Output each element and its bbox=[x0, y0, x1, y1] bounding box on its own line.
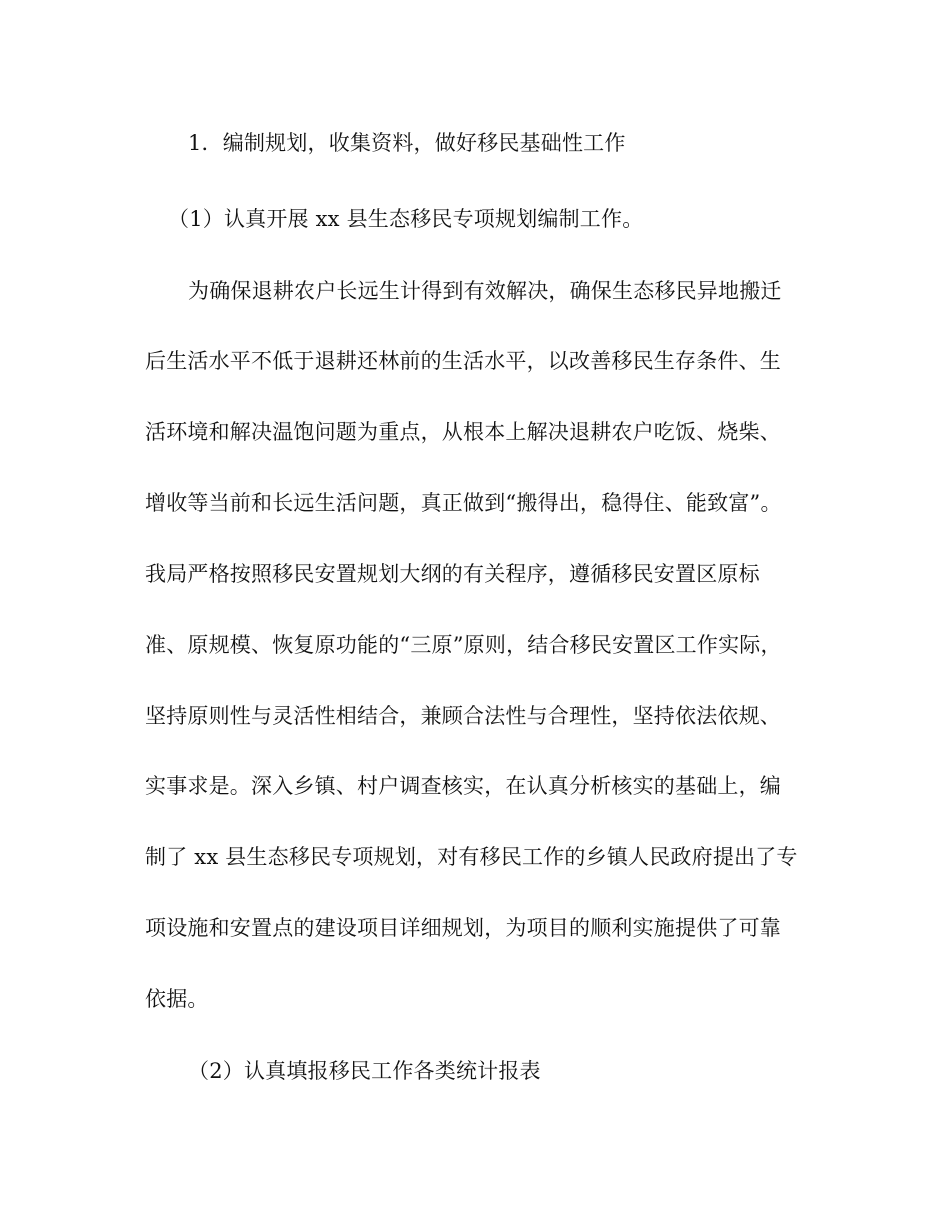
paragraph-line: 后生活水平不低于退耕还林前的生活水平，以改善移民生存条件、生 bbox=[145, 349, 781, 373]
paragraph-line: 为确保退耕农户长远生计得到有效解决，确保生态移民异地搬迁 bbox=[188, 279, 782, 303]
paragraph-line: 制了 xx 县生态移民专项规划，对有移民工作的乡镇人民政府提出了专 bbox=[145, 845, 798, 869]
paragraph-line: 实事求是。深入乡镇、村户调查核实，在认真分析核实的基础上，编 bbox=[145, 774, 781, 798]
paragraph-line: 准、原规模、恢复原功能的“三原”原则，结合移民安置区工作实际， bbox=[145, 633, 782, 657]
section-heading: 1．编制规划，收集资料，做好移民基础性工作 bbox=[188, 131, 626, 155]
paragraph-line: 增收等当前和长远生活问题，真正做到“搬得出，稳得住、能致富”。 bbox=[145, 491, 782, 515]
subsection-heading-1: （1）认真开展 xx 县生态移民专项规划编制工作。 bbox=[168, 207, 644, 231]
paragraph-line: 活环境和解决温饱问题为重点，从根本上解决退耕农户吃饭、烧柴、 bbox=[145, 420, 781, 444]
paragraph-line: 依据。 bbox=[145, 987, 209, 1011]
paragraph-line: 坚持原则性与灵活性相结合，兼顾合法性与合理性，坚持依法依规、 bbox=[145, 704, 781, 728]
paragraph-line: 项设施和安置点的建设项目详细规划，为项目的顺利实施提供了可靠 bbox=[145, 916, 781, 940]
subsection-heading-2: （2）认真填报移民工作各类统计报表 bbox=[188, 1059, 541, 1083]
paragraph-line: 我局严格按照移民安置规划大纲的有关程序，遵循移民安置区原标 bbox=[145, 562, 760, 586]
